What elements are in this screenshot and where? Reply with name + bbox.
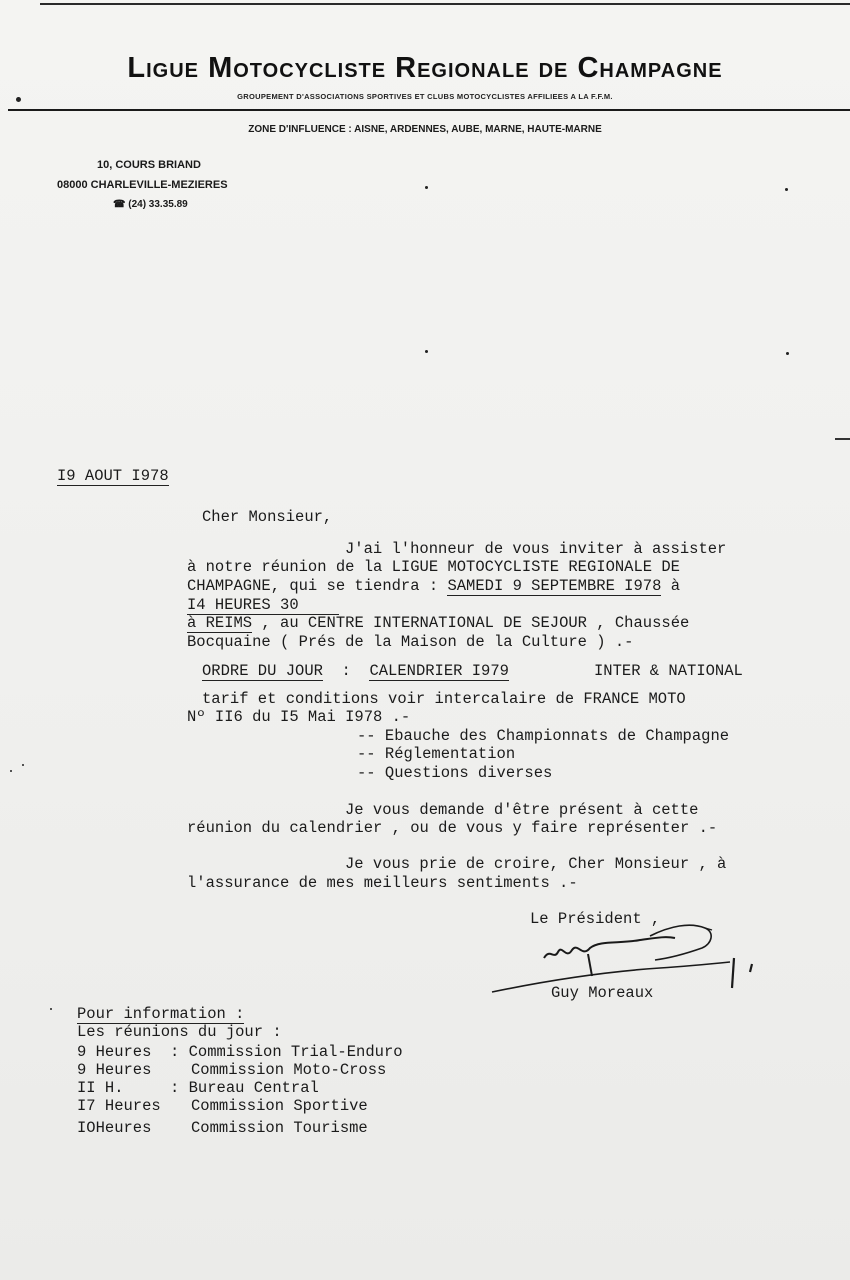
paper-dot	[786, 352, 789, 355]
paper-top-edge	[40, 3, 850, 5]
meeting-date: SAMEDI 9 SEPTEMBRE I978	[447, 577, 662, 595]
info-row: 9 Heures	[77, 1043, 152, 1061]
letterhead-subtitle: GROUPEMENT D'ASSOCIATIONS SPORTIVES ET CLUBS MOTOCYCLISTES AFFILIEES A LA F.F.M.	[237, 92, 613, 101]
address-city: 08000 CHARLEVILLE-MEZIERES	[57, 179, 228, 191]
paper-mark	[16, 97, 21, 102]
paragraph1-line5: à REIMS , au CENTRE INTERNATIONAL DE SEJOUR , Chaussée	[187, 614, 690, 632]
info-subheading: Les réunions du jour :	[77, 1023, 282, 1041]
paper-dot	[22, 764, 24, 766]
tarif-line1: tarif et conditions voir intercalaire de FRANCE MOTO	[202, 690, 686, 708]
salutation: Cher Monsieur,	[202, 508, 333, 526]
paper-dot	[50, 1008, 52, 1010]
info-row-desc: Commission Sportive	[191, 1097, 368, 1115]
agenda-bullet-1: -- Ebauche des Championnats de Champagne	[357, 727, 730, 745]
info-row-desc: Commission Moto-Cross	[191, 1061, 387, 1079]
letterhead-zone: ZONE D'INFLUENCE : AISNE, ARDENNES, AUBE, MARNE, HAUTE-MARNE	[248, 124, 602, 135]
agenda-scope: INTER & NATIONAL	[594, 662, 743, 680]
info-row: I7 Heures	[77, 1097, 161, 1115]
paragraph3-line1: Je vous prie de croire, Cher Monsieur , à	[345, 855, 727, 873]
agenda-label: ORDRE DU JOUR	[202, 662, 323, 680]
meeting-time: I4 HEURES 30	[187, 596, 339, 615]
info-row-desc: Commission Tourisme	[191, 1119, 368, 1137]
paper-dot	[785, 188, 788, 191]
paragraph1-line3: CHAMPAGNE, qui se tiendra : SAMEDI 9 SEPTEMBRE I978 à	[187, 577, 680, 595]
paragraph3-line2: l'assurance de mes meilleurs sentiments .-	[187, 874, 578, 892]
paper-dot	[425, 350, 428, 353]
paragraph1-line1: J'ai l'honneur de vous inviter à assister	[345, 540, 727, 558]
info-row: 9 Heures	[77, 1061, 152, 1079]
paragraph1-line2: à notre réunion de la LIGUE MOTOCYCLISTE REGIONALE DE	[187, 558, 680, 576]
tarif-line2: Nº II6 du I5 Mai I978 .-	[187, 708, 411, 726]
info-row-desc: : Bureau Central	[170, 1079, 319, 1097]
letterhead-title: Ligue Motocycliste Regionale de Champagne	[127, 52, 723, 84]
paragraph1-line6: Bocquaine ( Prés de la Maison de la Culture ) .-	[187, 633, 634, 651]
paper-dot	[425, 186, 428, 189]
meeting-city: à REIMS	[187, 614, 253, 632]
letterhead-rule	[8, 109, 850, 111]
info-row: IOHeures	[77, 1119, 152, 1137]
address-phone: ☎ (24) 33.35.89	[113, 199, 188, 210]
info-row-desc: : Commission Trial-Enduro	[170, 1043, 403, 1061]
info-row: II H.	[77, 1079, 124, 1097]
fold-mark	[835, 438, 850, 440]
agenda-line: ORDRE DU JOUR : CALENDRIER I979	[202, 662, 509, 680]
signoff-name: Guy Moreaux	[551, 984, 654, 1002]
paragraph2-line2: réunion du calendrier , ou de vous y faire représenter .-	[187, 819, 718, 837]
paper-dot	[10, 770, 12, 772]
agenda-bullet-2: -- Réglementation	[357, 745, 516, 763]
paragraph2-line1: Je vous demande d'être présent à cette	[345, 801, 699, 819]
agenda-item: CALENDRIER I979	[369, 662, 509, 680]
address-street: 10, COURS BRIAND	[97, 159, 201, 171]
time-underline-ext	[299, 600, 339, 615]
agenda-bullet-3: -- Questions diverses	[357, 764, 553, 782]
letter-date: I9 AOUT I978	[57, 467, 169, 485]
signoff-title: Le Président ,	[530, 910, 661, 928]
info-heading: Pour information :	[77, 1005, 245, 1023]
